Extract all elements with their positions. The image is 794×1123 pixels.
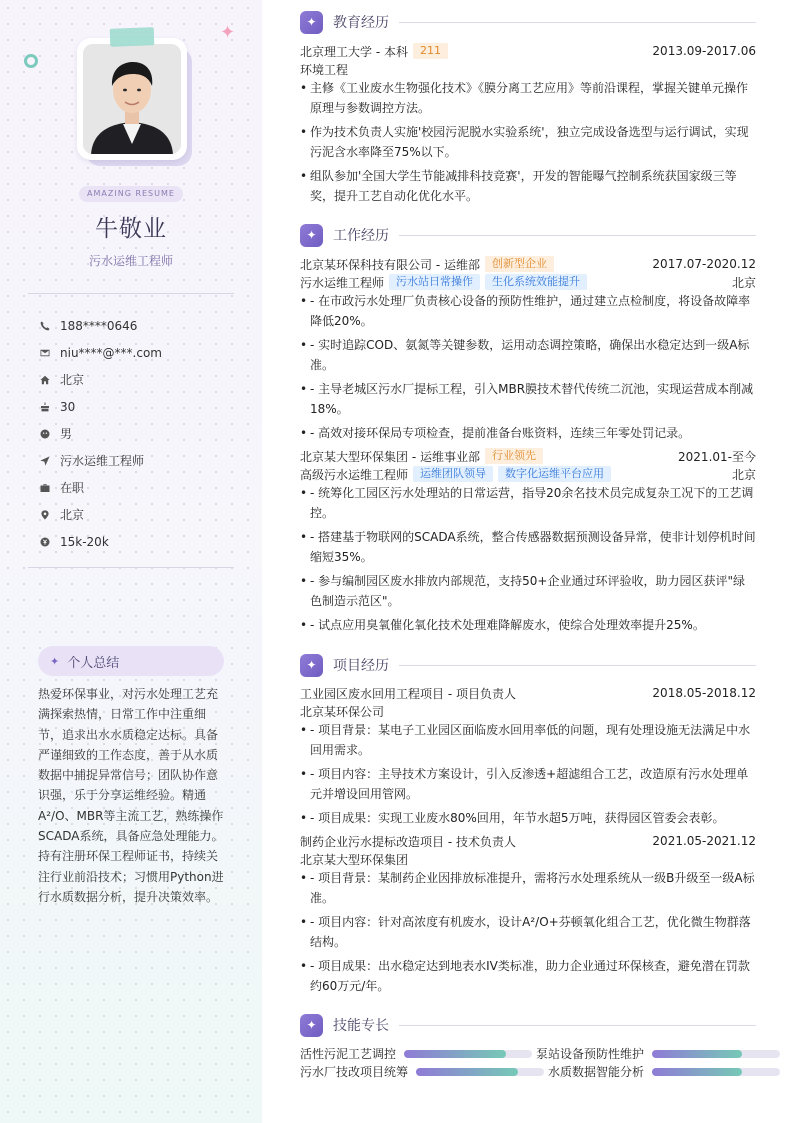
avatar-portrait bbox=[83, 44, 181, 154]
section-projects bbox=[300, 653, 756, 677]
project-bullet: • - 项目背景：某制药企业因排放标准提升，需将污水处理系统从一级B升级至一级A标准。 bbox=[300, 868, 756, 908]
send-icon bbox=[40, 456, 60, 466]
info-row-age bbox=[40, 393, 240, 420]
project-bullet: • - 项目成果：实现工业废水80%回用，年节水超5万吨，获得园区管委会表彰。 bbox=[300, 808, 756, 828]
major-row bbox=[300, 60, 756, 78]
job-bullet: • - 搭建基于物联网的SCADA系统，整合传感器数据预测设备异常，使非计划停机时间缩短35%。 bbox=[300, 527, 756, 567]
sparkle-icon: ✦ bbox=[300, 654, 323, 677]
education-header-row bbox=[300, 42, 756, 60]
salary-icon bbox=[40, 537, 60, 547]
job-tag: 数字化运维平台应用 bbox=[498, 466, 611, 482]
project-name: 工业园区废水回用工程项目 - 项目负责人 bbox=[300, 686, 516, 701]
project-header-row bbox=[300, 684, 756, 702]
education-bullet: • 主修《工业废水生物强化技术》《膜分离工艺应用》等前沿课程，掌握关键单元操作原理与参数调控方法。 bbox=[300, 78, 756, 118]
contact-info bbox=[40, 312, 240, 555]
email-icon bbox=[40, 348, 60, 358]
project-org-row bbox=[300, 702, 756, 720]
section-divider bbox=[399, 235, 756, 236]
avatar bbox=[83, 44, 181, 154]
project-org-row bbox=[300, 850, 756, 868]
job-date: 2017.07-2020.12 bbox=[652, 257, 756, 271]
job-header-row bbox=[300, 447, 756, 465]
skill-bar bbox=[416, 1068, 544, 1076]
education-bullet: • 组队参加'全国大学生节能减排科技竞赛'，开发的智能曝气控制系统获国家级三等奖，提升工艺自动化优化水平。 bbox=[300, 166, 756, 206]
gender-icon bbox=[40, 429, 60, 439]
info-row-salary bbox=[40, 528, 240, 555]
school-name: 北京理工大学 - 本科 bbox=[300, 44, 408, 59]
company-name: 北京某大型环保集团 - 运维事业部 bbox=[300, 449, 480, 464]
section-divider bbox=[399, 1025, 756, 1026]
section-divider bbox=[399, 22, 756, 23]
divider bbox=[28, 293, 234, 294]
skill-bar bbox=[652, 1068, 780, 1076]
project-org: 北京某环保公司 bbox=[300, 704, 385, 719]
summary-text: 热爱环保事业，对污水处理工艺充满探索热情，日常工作中注重细节，追求出水水质稳定达标。具备严谨细致的工作态度，善于从水质数据中捕捉异常信号；团队协作意识强，乐于分享运维经验。精通A²/O、MBR等主流工艺，熟练操作SCADA系统，具备应急处理能力。持有注册环保工程师证书，持续关注行业前沿技术；习惯用Python进行水质数据分析，提升决策效率。 bbox=[38, 687, 224, 904]
section-work bbox=[300, 223, 756, 247]
summary-title: 个人总结 bbox=[67, 655, 120, 671]
job-bullet: • - 主导老城区污水厂提标工程，引入MBR膜技术替代传统二沉池，实现运营成本削减18%。 bbox=[300, 379, 756, 419]
project-date: 2021.05-2021.12 bbox=[652, 834, 756, 848]
major: 环境工程 bbox=[300, 62, 349, 77]
skill-row bbox=[300, 1046, 780, 1062]
section-skills bbox=[300, 1013, 756, 1037]
job-position-row bbox=[300, 465, 756, 483]
job-bullet: • - 高效对接环保局专项检查，提前准备台账资料，连续三年零处罚记录。 bbox=[300, 423, 756, 443]
info-row-phone bbox=[40, 312, 240, 339]
project-bullet: • - 项目内容：针对高浓度有机废水，设计A²/O+芬顿氧化组合工艺，优化微生物群落结构。 bbox=[300, 912, 756, 952]
candidate-role: 污水运维工程师 bbox=[88, 254, 173, 268]
skill-bar bbox=[404, 1050, 532, 1058]
job-bullet: • - 实时追踪COD、氨氮等关键参数，运用动态调控策略，确保出水稳定达到一级A标准。 bbox=[300, 335, 756, 375]
divider bbox=[28, 567, 234, 568]
sidebar bbox=[0, 0, 262, 1123]
ring-decoration bbox=[24, 54, 38, 68]
job-position-row bbox=[300, 273, 756, 291]
section-divider bbox=[399, 665, 756, 666]
job-bullet: • - 统筹化工园区污水处理站的日常运营，指导20余名技术员完成复杂工况下的工艺调控。 bbox=[300, 483, 756, 523]
section-education bbox=[300, 10, 756, 34]
location-icon bbox=[40, 510, 60, 520]
info-text: 188****0646 bbox=[60, 318, 138, 333]
job-bullet: • - 在市政污水处理厂负责核心设备的预防性维护，通过建立点检制度，将设备故障率降低20%。 bbox=[300, 291, 756, 331]
school-tag: 211 bbox=[413, 43, 448, 59]
info-text: 男 bbox=[60, 427, 73, 441]
section-title: 教育经历 bbox=[333, 15, 389, 31]
info-row-location bbox=[40, 501, 240, 528]
info-row-email bbox=[40, 339, 240, 366]
job-tag: 污水站日常操作 bbox=[389, 274, 480, 290]
cake-icon bbox=[40, 402, 60, 412]
info-text: niu****@***.com bbox=[60, 345, 162, 360]
info-text: 15k-20k bbox=[60, 534, 109, 549]
job-bullet: • - 试点应用臭氧催化氧化技术处理难降解废水，使综合处理效率提升25%。 bbox=[300, 615, 756, 635]
job-city: 北京 bbox=[731, 467, 756, 482]
resume-tagline: AMAZING RESUME bbox=[79, 186, 183, 202]
sparkle-icon: ✦ bbox=[300, 11, 323, 34]
job-city: 北京 bbox=[731, 275, 756, 290]
info-row-home bbox=[40, 366, 240, 393]
job-position: 高级污水运维工程师 bbox=[300, 467, 409, 482]
section-title: 技能专长 bbox=[333, 1018, 389, 1034]
project-org: 北京某大型环保集团 bbox=[300, 852, 409, 867]
project-bullet: • - 项目内容：主导技术方案设计，引入反渗透+超滤组合工艺，改造原有污水处理单元并增设回用管网。 bbox=[300, 764, 756, 804]
info-text: 在职 bbox=[60, 481, 85, 495]
skill-bar bbox=[652, 1050, 780, 1058]
job-tag: 生化系统效能提升 bbox=[485, 274, 587, 290]
phone-icon bbox=[40, 321, 60, 331]
sparkle-icon: ✦ bbox=[300, 1014, 323, 1037]
company-tag: 创新型企业 bbox=[485, 256, 554, 272]
skill-fill bbox=[416, 1068, 518, 1076]
info-row-target bbox=[40, 447, 240, 474]
education-bullet: • 作为技术负责人实施'校园污泥脱水实验系统'，独立完成设备选型与运行调试，实现污泥含水率降至75%以下。 bbox=[300, 122, 756, 162]
job-date: 2021.01-至今 bbox=[678, 449, 756, 464]
skill-row bbox=[300, 1064, 780, 1080]
summary-header bbox=[38, 646, 224, 676]
sparkle-icon: ✦ bbox=[220, 22, 236, 43]
skill-fill bbox=[652, 1068, 742, 1076]
home-icon bbox=[40, 375, 60, 385]
candidate-name: 牛敬业 bbox=[95, 216, 167, 242]
skill-name: 活性污泥工艺调控 bbox=[300, 1047, 397, 1061]
info-text: 污水运维工程师 bbox=[60, 454, 145, 468]
job-header-row bbox=[300, 255, 756, 273]
info-text: 北京 bbox=[60, 508, 85, 522]
skill-fill bbox=[652, 1050, 742, 1058]
skill-name: 污水厂技改项目统筹 bbox=[300, 1065, 409, 1079]
company-name: 北京某环保科技有限公司 - 运维部 bbox=[300, 257, 480, 272]
info-row-gender bbox=[40, 420, 240, 447]
project-bullet: • - 项目成果：出水稳定达到地表水IV类标准，助力企业通过环保核查，避免潜在罚款约60万元/年。 bbox=[300, 956, 756, 996]
job-tag: 运维团队领导 bbox=[413, 466, 493, 482]
skill-name: 水质数据智能分析 bbox=[548, 1065, 645, 1079]
project-name: 制药企业污水提标改造项目 - 技术负责人 bbox=[300, 834, 516, 849]
info-text: 北京 bbox=[60, 373, 85, 387]
briefcase-icon bbox=[40, 483, 60, 493]
project-date: 2018.05-2018.12 bbox=[652, 686, 756, 700]
section-title: 工作经历 bbox=[333, 228, 389, 244]
project-bullet: • - 项目背景：某电子工业园区面临废水回用率低的问题，现有处理设施无法满足中水回用需求。 bbox=[300, 720, 756, 760]
education-date: 2013.09-2017.06 bbox=[652, 44, 756, 58]
company-tag: 行业领先 bbox=[485, 448, 543, 464]
job-bullet: • - 参与编制园区废水排放内部规范，支持50+企业通过环评验收，助力园区获评"绿色制造示范区"。 bbox=[300, 571, 756, 611]
skill-fill bbox=[404, 1050, 506, 1058]
job-position: 污水运维工程师 bbox=[300, 275, 385, 290]
sparkle-icon: ✦ bbox=[50, 654, 60, 668]
photo-tape bbox=[110, 27, 155, 47]
skill-name: 泵站设备预防性维护 bbox=[536, 1047, 645, 1061]
sparkle-icon: ✦ bbox=[300, 224, 323, 247]
section-title: 项目经历 bbox=[333, 658, 389, 674]
info-row-status bbox=[40, 474, 240, 501]
info-text: 30 bbox=[60, 399, 76, 414]
project-header-row bbox=[300, 832, 756, 850]
